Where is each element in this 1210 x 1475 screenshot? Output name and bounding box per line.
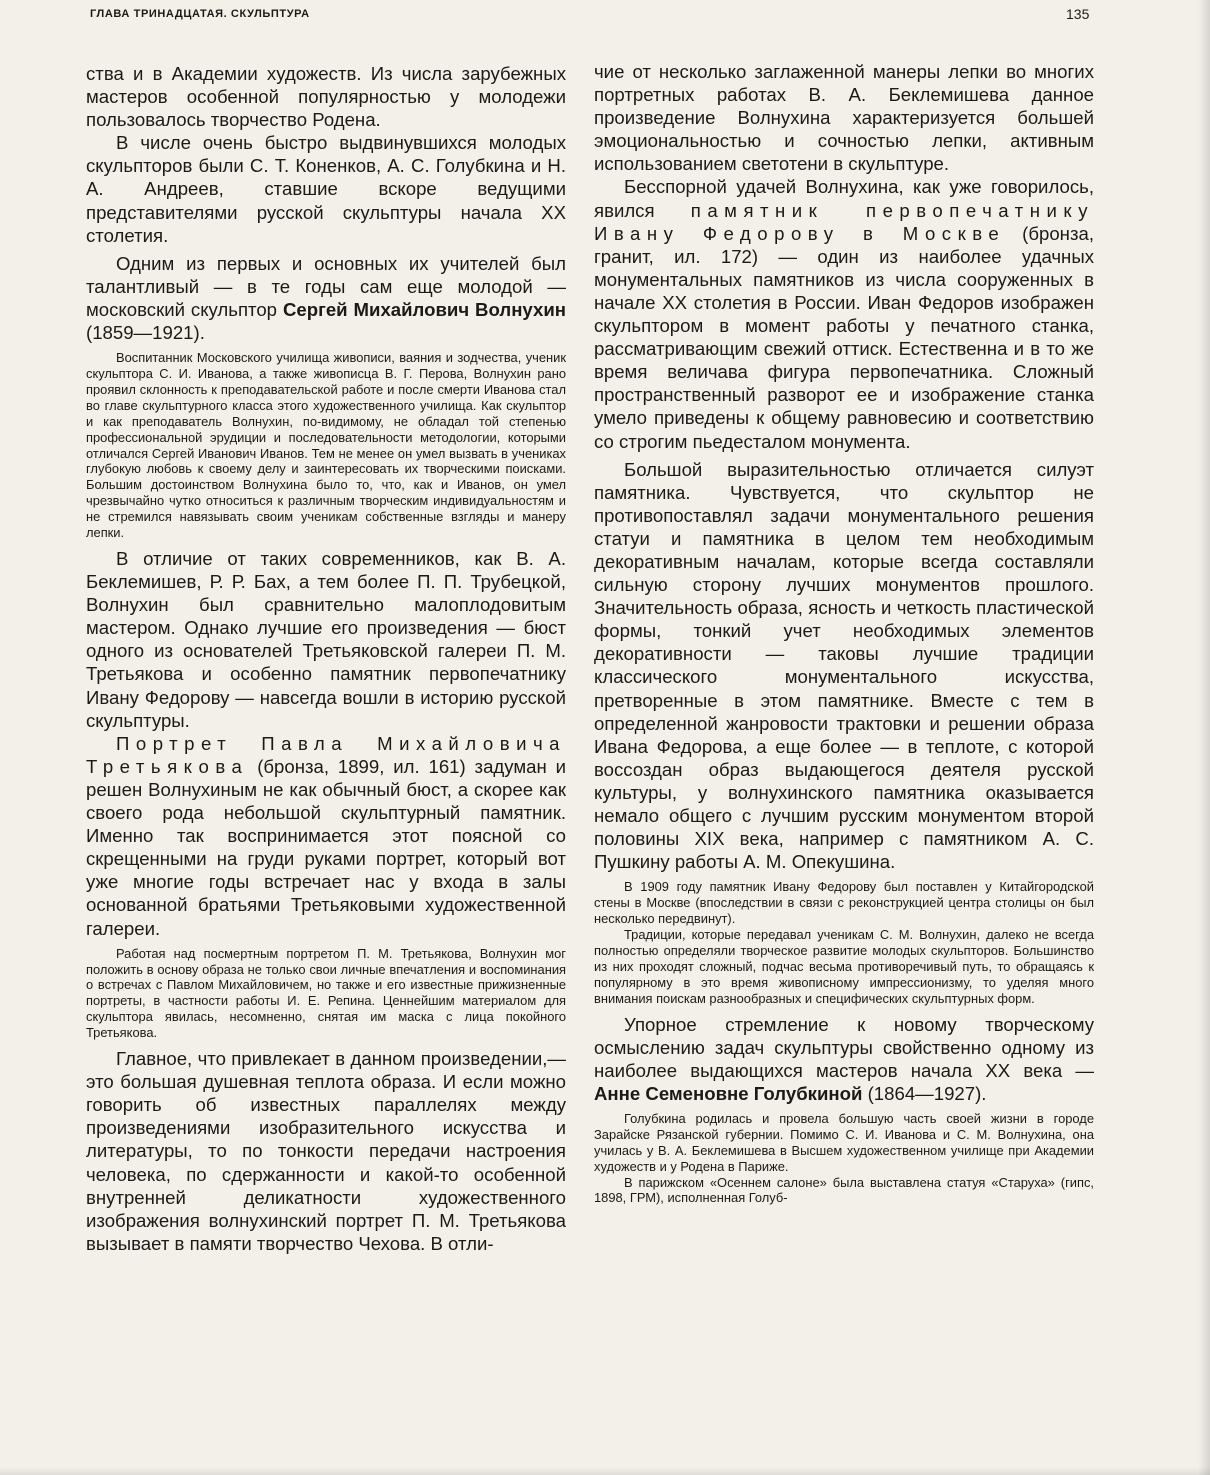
right-column: [594, 60, 1094, 1206]
left-column: [86, 62, 566, 1255]
paragraph-text: (бронза, 1899, ил. 161) задуман и решен Волнухиным не как обычный бюст, а скорее как своего рода небольшой скульптурный памятник. Именно так воспринимается этот поясной со скрещенными на груди руками портрет, который вот уже многие годы встречает нас у входа в залы основанной братьями Третьяковыми художественной галереи.: [86, 755, 566, 939]
paragraph: [86, 732, 566, 940]
paragraph: Большой выразительностью отличается силуэт памятника. Чувствуется, что скульптор не противопоставлял задачи монументального решения статуи и памятника в целом тем необходимым декоративным началам, которые всегда составляли сильную сторону лучших монументов прошлого. Значительность образа, ясность и четкость пластической формы, тонкий учет необходимых элементов декоративности — таковы лучшие традиции классического монументального искусства, претворенные в этом памятнике. Вместе с тем в определенной жанровости трактовки и решении образа Ивана Федорова, а еще более — в теплоте, с которой воссоздан образ выдающегося деятеля русской культуры, у волнухинского памятника оказывается немало общего с лучшим русским монументом второй половины XIX века, например с памятником А. С. Пушкину работы А. М. Опекушина.: [594, 458, 1094, 873]
artwork-title: Портрет Павла Михайловича Третьякова: [86, 732, 566, 777]
artist-dates: (1864—1927).: [862, 1082, 987, 1104]
paragraph: В отличие от таких современников, как В. А. Беклемишев, Р. Р. Бах, а тем более П. П. Трубецкой, Волнухин был сравнительно малоплодовитым мастером. Однако лучшие его произведения — бюст одного из основателей Третьяковской галереи П. М. Третьякова и особенно памятник первопечатнику Ивану Федорову — навсегда вошли в историю русской скульптуры.: [86, 548, 566, 731]
small-print-note: В 1909 году памятник Ивану Федорову был поставлен у Китайгородской стены в Москве (впоследствии в связи с реконструкцией центра столицы он был несколько передвинут).: [594, 879, 1094, 927]
paragraph: [86, 252, 566, 344]
small-print-note: Воспитанник Московского училища живописи, ваяния и зодчества, ученик скульптора С. И. Иванова, а также живописца В. Г. Перова, Волнухин рано проявил склонность к преподавательской работе и после смерти Иванова стал во главе скульптурного класса этого художественного училища. Как скульптор и как преподаватель Волнухин, по-видимому, не обладал той степенью профессиональной эрудиции и последовательности методологии, которыми отличался Сергей Иванович Иванов. Тем не менее он умел вызвать в учениках глубокую любовь к своему делу и заинтересовать их творческими поисками. Большим достоинством Волнухина было то, что, как и Иванов, он умел чрезвычайно чутко относиться к различным творческим индивидуальностям и не стремился навязывать своим ученикам собственные взгляды и манеру лепки.: [86, 350, 566, 541]
paragraph: Главное, что привлекает в данном произведении,— это большая душевная теплота образа. И если можно говорить об известных параллелях между произведениями изобразительного искусства и литературы, то по тонкости передачи настроения человека, по сдержанности и какой-то особенной внутренней деликатности художественного изображения волнухинский портрет П. М. Третьякова вызывает в памяти творчество Чехова. В отли-: [86, 1048, 566, 1254]
small-print-note: Работая над посмертным портретом П. М. Третьякова, Волнухин мог положить в основу образа не только свои личные впечатления и воспоминания о встречах с Павлом Михайловичем, но также и его известные прижизненные портреты, в частности работы И. Е. Репина. Ценнейшим материалом для скульптора явилась, несомненно, снятая им маска с лица покойного Третьякова.: [86, 945, 566, 1041]
running-head: ГЛАВА ТРИНАДЦАТАЯ. СКУЛЬПТУРА: [90, 8, 310, 20]
paragraph-text: (бронза, гранит, ил. 172) — один из наиболее удачных монументальных памятников из числа сооруженных в начале XX столетия в России. Иван Федоров изображен скульптором в момент работы у печатного станка, рассматривающим свежий оттиск. Естественна и в то же время величава фигура первопечатника. Сложный пространственный разворот ее и изображение станка умело приведены к общему равновесию и соответствию со строгим пьедесталом монумента.: [594, 222, 1094, 452]
artist-name: Анне Семеновне Голубкиной: [594, 1082, 863, 1104]
paragraph: В числе очень быстро выдвинувшихся молодых скульпторов были С. Т. Коненков, А. С. Голубкина и Н. А. Андреев, ставшие вскоре ведущими представителями русской скульптуры начала XX столетия.: [86, 132, 566, 246]
small-print-note: В парижском «Осеннем салоне» была выставлена статуя «Старуха» (гипс, 1898, ГРМ), исполненная Голуб-: [594, 1174, 1094, 1206]
page-number: 135: [1066, 6, 1090, 22]
artist-dates: (1859—1921).: [86, 322, 205, 344]
page-bottom-shadow: [0, 1467, 1210, 1475]
page-edge-shadow: [1198, 0, 1210, 1475]
paragraph: [594, 175, 1094, 452]
paragraph-text: Бесспорной удачей Волнухина, как уже говорилось, явился: [594, 176, 1094, 221]
paragraph: [594, 1013, 1094, 1105]
small-print-note: Голубкина родилась и провела большую часть своей жизни в городе Зарайске Рязанской губернии. Помимо С. И. Иванова и С. М. Волнухина, она училась у В. А. Беклемишева в Высшем художественном училище при Академии художеств и у Родена в Париже.: [594, 1110, 1094, 1174]
paragraph-text: Одним из первых и основных их учителей был талантливый — в те годы сам еще молодой — московский скульптор: [86, 252, 566, 320]
paragraph-text: Упорное стремление к новому творческому осмыслению задач скульптуры свойственно одному из наиболее выдающихся мастеров начала XX века —: [594, 1013, 1094, 1081]
paragraph: ства и в Академии художеств. Из числа зарубежных мастеров особенной популярностью у молодежи пользовалось творчество Родена.: [86, 63, 566, 131]
artist-name: Сергей Михайлович Волнухин: [282, 298, 566, 320]
small-print-note: Традиции, которые передавал ученикам С. М. Волнухин, далеко не всегда полностью определяли творческое развитие молодых скульпторов. Большинство из них проходят сложный, подчас весьма противоречивый путь, то обращаясь к популярному в это время живописному импрессионизму, то уделяя много внимания поискам разнообразных и специфических скульптурных форм.: [594, 927, 1094, 1006]
paragraph: чие от несколько заглаженной манеры лепки во многих портретных работах В. А. Беклемишева данное произведение Волнухина характеризуется большей эмоциональностью и сочностью лепки, активным использованием светотени в скульптуре.: [594, 61, 1094, 175]
artwork-title: памятник первопечатнику Ивану Федорову в Москве: [594, 199, 1094, 244]
